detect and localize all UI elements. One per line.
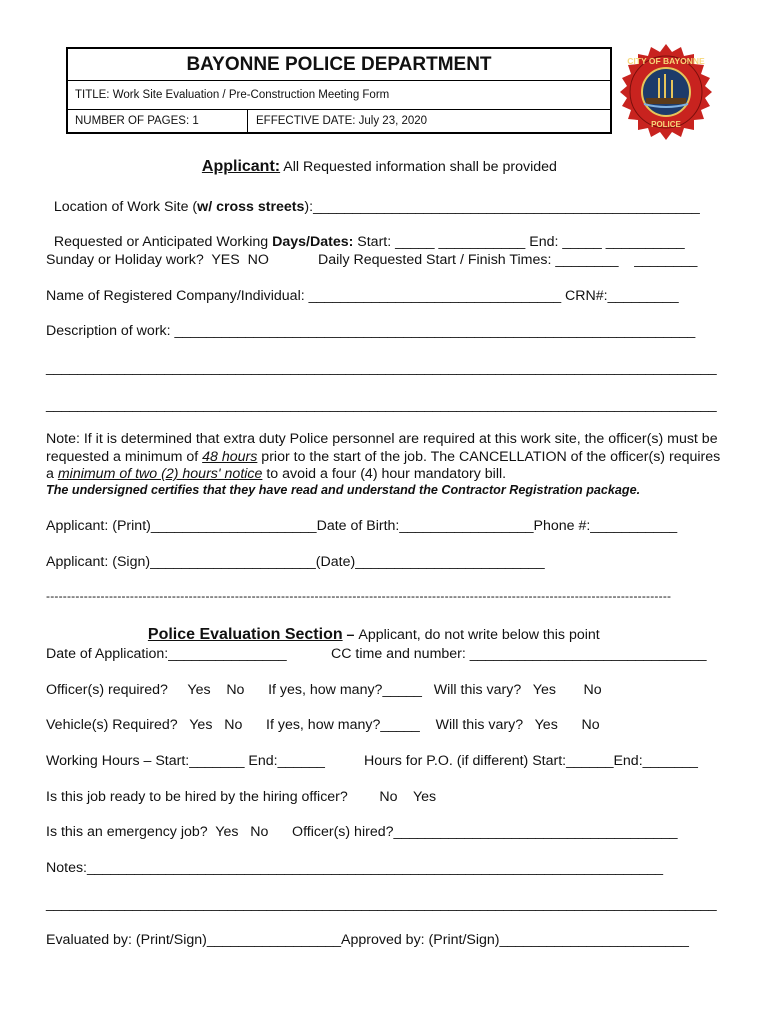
- description-line-3[interactable]: _____________________________________________________________________________________: [46, 397, 717, 413]
- police-subtitle: Applicant, do not write below this point: [358, 627, 600, 643]
- applicant-heading-row: [194, 140, 557, 176]
- cut-divider: -----------------------------------------------------------------------------------------------------------------------------------------------------: [46, 589, 672, 603]
- holiday-work-field[interactable]: Sunday or Holiday work? YES NO: [46, 252, 269, 268]
- seal-top-text: CITY OF BAYONNE: [627, 56, 705, 66]
- note-text-a: Note: If it is determined that extra duty Police personnel are required at this work site, the officer(s) must be requested a minimum of: [46, 431, 718, 465]
- cc-time-field[interactable]: CC time and number: ______________________________: [331, 646, 707, 662]
- number-of-pages: NUMBER OF PAGES: 1: [68, 110, 248, 132]
- dates-label: Requested or Anticipated Working: [53, 234, 273, 250]
- effective-date: EFFECTIVE DATE: July 23, 2020: [256, 115, 428, 127]
- location-field[interactable]: [46, 180, 700, 216]
- location-blank: ):_________________________________________________: [304, 199, 700, 215]
- note-text-c: prior to the start of the job. The CANCELLATION of the officer(s) requires a: [46, 448, 721, 482]
- emergency-row[interactable]: Is this an emergency job? Yes No Officer(s) hired?____________________________________: [46, 824, 678, 840]
- police-heading: Police Evaluation Section: [147, 626, 343, 643]
- dates-blanks: Start: _____ ___________ End: _____ __________: [353, 234, 685, 250]
- notes-line-2[interactable]: _____________________________________________________________________________________: [46, 896, 717, 912]
- po-hours-field[interactable]: Hours for P.O. (if different) Start:______End:_______: [364, 753, 698, 769]
- police-heading-row: [140, 608, 600, 644]
- header-meta-row: [68, 110, 610, 132]
- vehicles-required-row[interactable]: Vehicle(s) Required? Yes No If yes, how many?_____ Will this vary? Yes No: [46, 717, 600, 733]
- department-title: BAYONNE POLICE DEPARTMENT: [68, 49, 610, 81]
- city-seal-logo: [618, 44, 714, 140]
- applicant-print-field[interactable]: Applicant: (Print)_____________________Date of Birth:_________________Phone #:___________: [46, 518, 678, 534]
- note-text-e: to avoid a four (4) hour mandatory bill.: [262, 466, 507, 482]
- notes-field[interactable]: Notes:_________________________________________________________________________: [46, 860, 664, 876]
- location-label-bold: w/ cross streets: [197, 199, 305, 215]
- evaluated-approved-field[interactable]: Evaluated by: (Print/Sign)_________________Approved by: (Print/Sign)________________________: [46, 932, 689, 948]
- note-two-hours: minimum of two (2) hours' notice: [57, 466, 263, 482]
- note-48-hours: 48 hours: [202, 448, 258, 465]
- header-box: [66, 47, 612, 134]
- police-heading-dash: –: [342, 627, 359, 643]
- description-line-2[interactable]: _____________________________________________________________________________________: [46, 360, 717, 376]
- certification-statement: The undersigned certifies that they have read and understand the Contractor Registration package.: [46, 483, 641, 497]
- job-ready-row[interactable]: Is this job ready to be hired by the hiring officer? No Yes: [46, 789, 437, 805]
- cancellation-note: [46, 431, 726, 484]
- company-field[interactable]: Name of Registered Company/Individual: ________________________________ CRN#:_________: [46, 288, 679, 304]
- working-hours-field[interactable]: Working Hours – Start:_______ End:______: [46, 753, 325, 769]
- description-field[interactable]: Description of work: __________________________________________________________________: [46, 323, 696, 339]
- form-title: TITLE: Work Site Evaluation / Pre-Construction Meeting Form: [68, 81, 610, 110]
- seal-bottom-text: POLICE: [651, 120, 681, 129]
- applicant-sign-field[interactable]: Applicant: (Sign)_____________________(Date)________________________: [46, 554, 545, 570]
- working-dates-field[interactable]: [46, 215, 685, 251]
- daily-times-field[interactable]: Daily Requested Start / Finish Times: ________ ________: [318, 252, 698, 268]
- applicant-subtitle: All Requested information shall be provided: [280, 159, 557, 175]
- applicant-heading: Applicant:: [201, 158, 281, 175]
- dates-label-bold: Days/Dates:: [272, 234, 354, 250]
- location-label: Location of Work Site (: [53, 199, 198, 215]
- date-of-application-field[interactable]: Date of Application:_______________: [46, 646, 287, 662]
- officers-required-row[interactable]: Officer(s) required? Yes No If yes, how many?_____ Will this vary? Yes No: [46, 682, 602, 698]
